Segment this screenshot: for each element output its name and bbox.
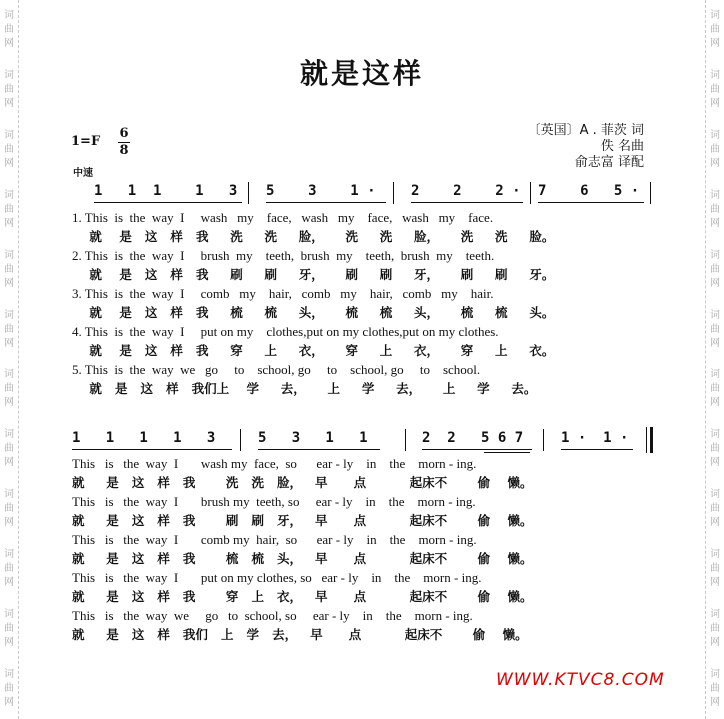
barline	[240, 429, 241, 451]
watermark-char: 网	[710, 517, 720, 529]
watermark-char: 词	[710, 369, 720, 381]
lyric-refrain-5-zh: 就 是 这 样 我们 上 学 去， 早 点 起床不 偷 懒。	[72, 627, 528, 642]
watermark-char: 词	[710, 129, 720, 141]
lyric-refrain-1-zh: 就 是 这 样 我 洗 洗 脸， 早 点 起床不 偷 懒。	[72, 475, 533, 490]
watermark-char: 曲	[4, 683, 14, 695]
barline	[248, 182, 249, 204]
watermark-char: 曲	[710, 23, 720, 35]
lyric-verse-1-zh: 就 是 这 样 我 洗 洗 脸， 洗 洗 脸， 洗 洗 脸。	[72, 229, 555, 244]
watermark-char: 词	[710, 9, 720, 21]
watermark-char: 词	[4, 189, 14, 201]
watermark-char: 曲	[4, 503, 14, 515]
watermark-char: 曲	[4, 323, 14, 335]
key-signature: 1=F	[71, 134, 101, 149]
watermark-char: 网	[4, 517, 14, 529]
watermark-char: 网	[4, 97, 14, 109]
measure-notes: 2 2 2 ·	[411, 183, 521, 199]
lyric-verse-4-zh: 就 是 这 样 我 穿 上 衣， 穿 上 衣， 穿 上 衣。	[72, 343, 555, 358]
watermark-char: 曲	[4, 623, 14, 635]
watermark-char: 曲	[4, 23, 14, 35]
watermark-char: 词	[4, 69, 14, 81]
beam-line	[258, 449, 380, 450]
watermark-char: 网	[710, 277, 720, 289]
lyric-verse-3-zh: 就 是 这 样 我 梳 梳 头， 梳 梳 头， 梳 梳 头。	[72, 305, 555, 320]
watermark-char: 词	[4, 249, 14, 261]
barline	[646, 427, 647, 453]
time-signature	[118, 127, 130, 158]
watermark-char: 网	[4, 337, 14, 349]
watermark-char: 曲	[710, 323, 720, 335]
measure-notes: 1 · 1 ·	[561, 430, 629, 446]
watermark-char: 网	[710, 397, 720, 409]
beam-line	[422, 449, 532, 450]
watermark-char: 曲	[710, 503, 720, 515]
watermark-char: 曲	[4, 203, 14, 215]
lyricist-credit: 〔英国〕A . 菲茨 词	[527, 123, 644, 138]
watermark-char: 词	[710, 429, 720, 441]
watermark-char: 网	[710, 97, 720, 109]
beam-line	[266, 202, 386, 203]
lyric-verse-4-en: 4. This is the way I put on my clothes,put on my clothes,put on my clothes.	[72, 324, 499, 339]
tempo-marking: 中速	[73, 168, 93, 179]
lyric-refrain-4-en: This is the way I put on my clothes, so ear - ly in the morn - ing.	[72, 570, 482, 585]
watermark-char: 网	[710, 697, 720, 709]
watermark-char: 网	[710, 37, 720, 49]
watermark-char: 网	[4, 577, 14, 589]
watermark-char: 词	[4, 309, 14, 321]
lyric-refrain-2-en: This is the way I brush my teeth, so ear - ly in the morn - ing.	[72, 494, 476, 509]
composer-credit: 佚 名曲	[600, 139, 644, 154]
watermark-char: 网	[4, 37, 14, 49]
watermark-char: 网	[4, 457, 14, 469]
barline	[543, 429, 544, 451]
measure-notes: 1 1 1 1 3	[94, 183, 238, 199]
barline	[650, 182, 651, 204]
beam-line	[484, 452, 530, 453]
watermark-char: 曲	[4, 83, 14, 95]
final-barline	[650, 427, 653, 453]
watermark-char: 网	[710, 337, 720, 349]
watermark-char: 网	[710, 457, 720, 469]
watermark-char: 曲	[710, 623, 720, 635]
watermark-char: 词	[710, 609, 720, 621]
watermark-char: 网	[4, 397, 14, 409]
watermark-char: 曲	[4, 563, 14, 575]
lyric-refrain-5-en: This is the way we go to school, so ear - ly in the morn - ing.	[72, 608, 473, 623]
watermark-char: 词	[710, 549, 720, 561]
site-link[interactable]: WWW.KTVC8.COM	[496, 670, 665, 690]
lyric-refrain-3-zh: 就 是 这 样 我 梳 梳 头， 早 点 起床不 偷 懒。	[72, 551, 533, 566]
measure-notes: 5 3 1 1	[258, 430, 368, 446]
watermark-char: 词	[4, 549, 14, 561]
measure-notes: 2 2 5 6 7	[422, 430, 524, 446]
watermark-char: 曲	[710, 563, 720, 575]
watermark-char: 网	[710, 577, 720, 589]
watermark-char: 词	[4, 489, 14, 501]
meter-top: 6	[119, 126, 129, 141]
watermark-char: 词	[4, 669, 14, 681]
watermark-char: 网	[710, 637, 720, 649]
watermark-char: 曲	[710, 683, 720, 695]
lyric-verse-3-en: 3. This is the way I comb my hair, comb my hair, comb my hair.	[72, 286, 494, 301]
watermark-char: 词	[4, 9, 14, 21]
watermark-char: 词	[4, 129, 14, 141]
barline	[530, 182, 531, 204]
watermark-char: 曲	[4, 143, 14, 155]
beam-line	[561, 449, 633, 450]
watermark-char: 词	[4, 429, 14, 441]
lyric-refrain-4-zh: 就 是 这 样 我 穿 上 衣， 早 点 起床不 偷 懒。	[72, 589, 533, 604]
watermark-char: 网	[710, 217, 720, 229]
watermark-char: 词	[710, 309, 720, 321]
watermark-char: 曲	[710, 443, 720, 455]
watermark-char: 词	[710, 69, 720, 81]
beam-line	[411, 202, 523, 203]
beam-line	[94, 202, 242, 203]
lyric-verse-2-zh: 就 是 这 样 我 刷 刷 牙， 刷 刷 牙， 刷 刷 牙。	[72, 267, 555, 282]
watermark-char: 曲	[710, 143, 720, 155]
watermark-char: 网	[710, 157, 720, 169]
lyric-verse-1-en: 1. This is the way I wash my face, wash my face, wash my face.	[72, 210, 494, 225]
watermark-char: 曲	[4, 383, 14, 395]
lyric-refrain-1-en: This is the way I wash my face, so ear - ly in the morn - ing.	[72, 456, 477, 471]
watermark-char: 曲	[710, 383, 720, 395]
translator-credit: 俞志富 译配	[574, 155, 644, 170]
watermark-char: 网	[4, 217, 14, 229]
meter-bottom: 8	[119, 143, 129, 158]
watermark-char: 网	[4, 277, 14, 289]
watermark-char: 网	[4, 637, 14, 649]
watermark-char: 曲	[710, 83, 720, 95]
watermark-char: 词	[4, 369, 14, 381]
watermark-char: 词	[4, 609, 14, 621]
watermark-char: 词	[710, 669, 720, 681]
credits	[528, 123, 644, 171]
lyric-verse-5-zh: 就 是 这 样 我们上 学 去， 上 学 去， 上 学 去。	[72, 381, 537, 396]
lyric-refrain-2-zh: 就 是 这 样 我 刷 刷 牙， 早 点 起床不 偷 懒。	[72, 513, 533, 528]
watermark-char: 网	[4, 697, 14, 709]
watermark-char: 网	[4, 157, 14, 169]
right-watermark-strip	[705, 0, 724, 719]
watermark-char: 曲	[710, 203, 720, 215]
beam-line	[538, 202, 644, 203]
watermark-char: 曲	[4, 443, 14, 455]
barline	[393, 182, 394, 204]
lyric-verse-2-en: 2. This is the way I brush my teeth, brush my teeth, brush my teeth.	[72, 248, 495, 263]
lyric-refrain-3-en: This is the way I comb my hair, so ear - ly in the morn - ing.	[72, 532, 477, 547]
watermark-char: 曲	[4, 263, 14, 275]
measure-notes: 5 3 1 ·	[266, 183, 376, 199]
watermark-char: 曲	[710, 263, 720, 275]
watermark-char: 词	[710, 249, 720, 261]
measure-notes: 1 1 1 1 3	[72, 430, 216, 446]
watermark-char: 词	[710, 189, 720, 201]
lyric-verse-5-en: 5. This is the way we go to school, go to school, go to school.	[72, 362, 481, 377]
left-watermark-strip	[0, 0, 19, 719]
measure-notes: 7 6 5 ·	[538, 183, 640, 199]
barline	[405, 429, 406, 451]
song-title: 就是这样	[299, 57, 424, 90]
watermark-char: 词	[710, 489, 720, 501]
beam-line	[72, 449, 232, 450]
